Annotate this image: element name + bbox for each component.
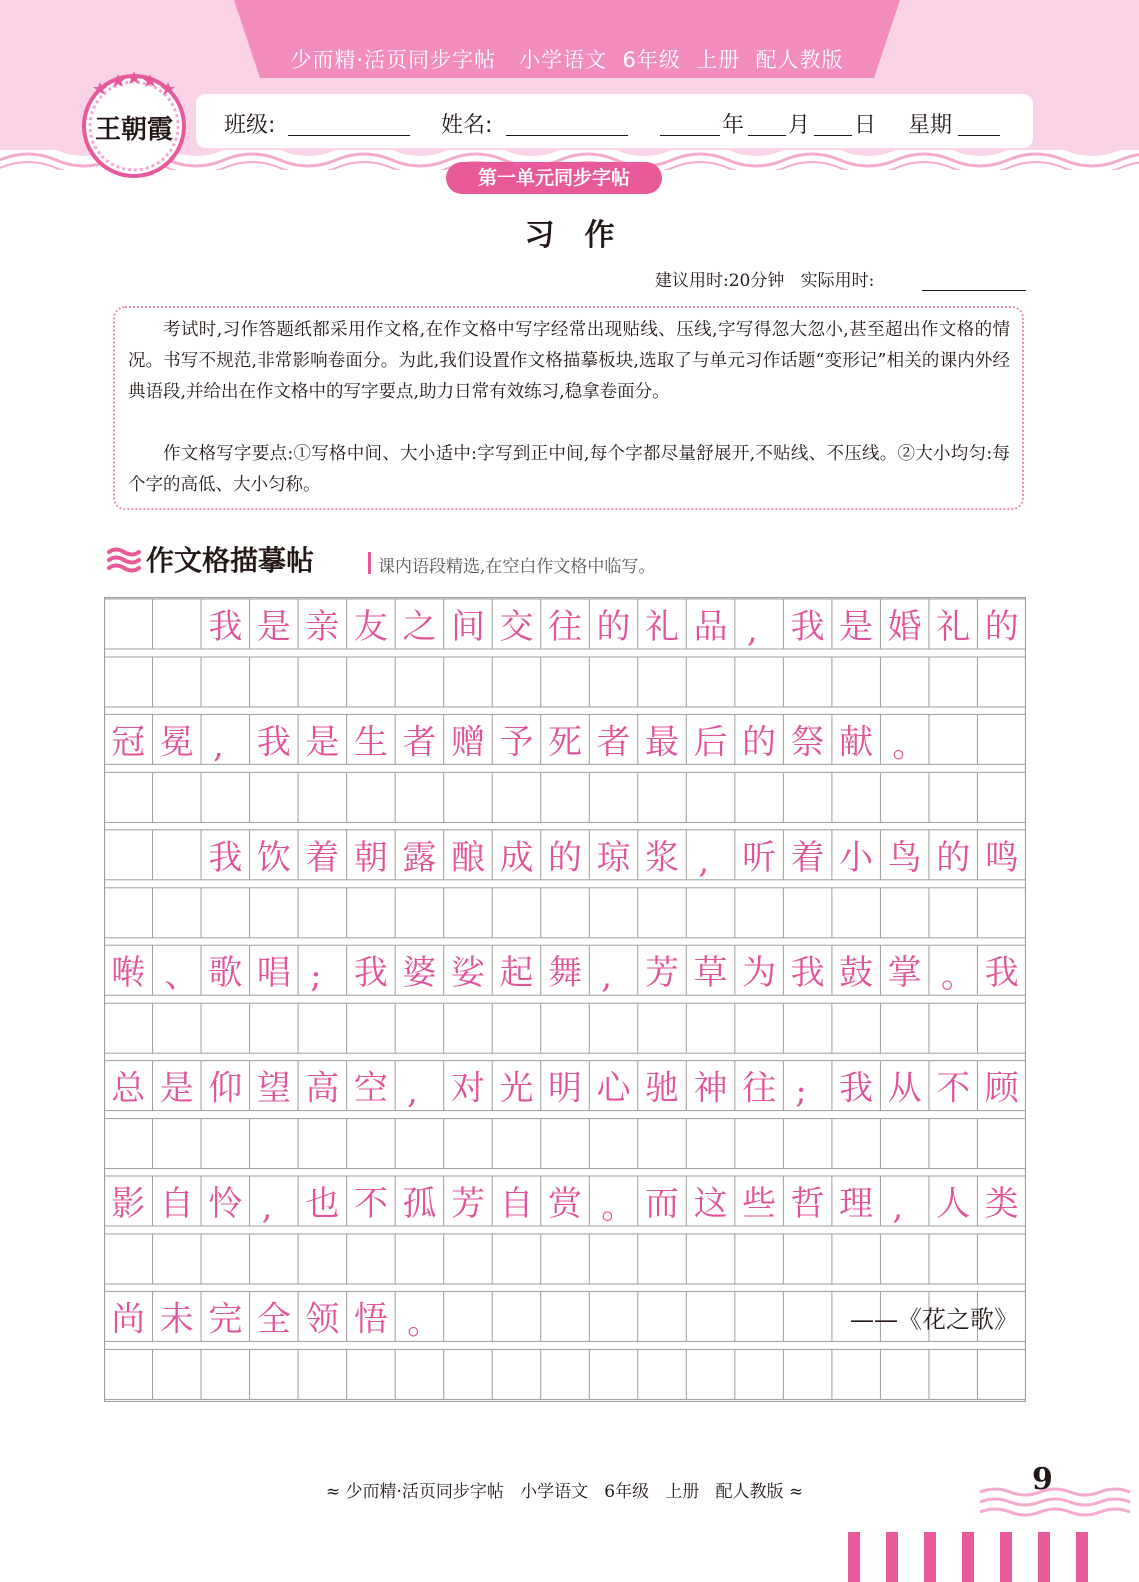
grid-character: 赏 [548, 1184, 582, 1224]
grid-character: 最 [645, 722, 680, 763]
name-label: 姓名: [441, 113, 493, 138]
grid-character: 鼓 [839, 953, 874, 994]
grid-character: , [892, 1187, 904, 1227]
composition-grid [104, 597, 1026, 1402]
logo-text: 王朝霞 [94, 115, 174, 145]
grid-character: 。 [940, 956, 975, 997]
weekday-label: 星期 [908, 113, 953, 138]
grid-character: 饮 [256, 837, 291, 878]
grid-character: 不 [353, 1184, 388, 1224]
grid-character: 婚 [887, 607, 922, 647]
grid-character: 成 [499, 837, 534, 878]
grid-character: 是 [305, 722, 340, 763]
grid-character: 死 [548, 722, 582, 763]
grid-character: 生 [353, 722, 388, 763]
wave-icon [106, 544, 142, 574]
grid-character: 起 [499, 953, 534, 994]
grid-border [105, 598, 1026, 1402]
grid-character: 。 [892, 725, 927, 766]
intro-paragraph-1: 考试时,习作答题纸都采用作文格,在作文格中写字经常出现贴线、压线,字写得忽大忽小,甚至超出作文格的情况。书写不规范,非常影响卷面分。为此,我们设置作文格描摹板块,选取了与单元习作话题“变形记”相关的课内外经典语段,并给出在作文格中的写字要点,助力日常有效练习,稳拿卷面分。 [128, 320, 1010, 402]
grid-character: 后 [693, 722, 728, 763]
grid-character: 完 [208, 1299, 243, 1340]
grid-character: 未 [159, 1299, 194, 1340]
section-divider [368, 552, 371, 574]
grid-character: 我 [208, 837, 243, 878]
grid-character: 怜 [208, 1184, 243, 1224]
grid-character: 孤 [402, 1184, 437, 1224]
grid-character: 空 [353, 1068, 388, 1109]
grid-character: 高 [305, 1068, 340, 1109]
grid-character: 的 [984, 607, 1019, 647]
grid-character: 献 [839, 722, 874, 763]
grid-character: 神 [693, 1068, 728, 1109]
grid-character: 是 [159, 1068, 194, 1109]
grid-character: 我 [790, 607, 825, 647]
grid-row [104, 1234, 1026, 1284]
grid-character: 悟 [353, 1299, 388, 1340]
unit-title: 第一单元同步字帖 [446, 162, 662, 194]
grid-character: 唱 [256, 953, 291, 994]
grid-character: 亲 [305, 607, 340, 647]
actual-time-field[interactable] [922, 290, 1026, 291]
month-label: 月 [788, 113, 811, 138]
class-label: 班级: [224, 113, 276, 138]
grid-character: 为 [742, 953, 777, 994]
grid-character: 不 [936, 1068, 971, 1109]
grid-character: 而 [645, 1184, 680, 1224]
grid-character: 品 [693, 607, 728, 647]
grid-character: ; [795, 1071, 807, 1112]
section-title: 作文格描摹帖 [146, 544, 315, 577]
grid-character: 露 [402, 837, 437, 878]
grid-row [104, 1349, 1026, 1399]
grid-character: 是 [839, 607, 874, 647]
grid-row [104, 657, 1026, 707]
grid-character: 。 [407, 1302, 442, 1343]
footer-stripes [848, 1532, 1139, 1582]
grid-character: 酿 [450, 837, 485, 878]
grid-character: 往 [548, 607, 582, 647]
brand-logo [78, 68, 190, 180]
grid-character: 这 [693, 1184, 728, 1224]
grid-character: 望 [256, 1068, 291, 1109]
grid-character: 尚 [111, 1299, 146, 1340]
name-field[interactable] [506, 135, 628, 136]
grid-character: , [261, 1187, 273, 1227]
grid-character: 理 [839, 1184, 874, 1224]
time-info: 建议用时:20分钟 实际用时: [655, 271, 875, 291]
grid-character: 的 [596, 607, 631, 647]
grid-character: 明 [548, 1068, 582, 1109]
grid-character: 类 [984, 1184, 1019, 1224]
class-field[interactable] [288, 135, 410, 136]
grid-character: 全 [256, 1299, 291, 1340]
grid-character: , [746, 610, 758, 650]
grid-character: 鸣 [984, 837, 1019, 878]
grid-character: 礼 [936, 607, 971, 647]
grid-row [104, 772, 1026, 822]
grid-character: 琼 [596, 837, 631, 878]
grid-character: 驰 [645, 1068, 680, 1109]
year-field[interactable] [660, 135, 720, 136]
grid-character: 是 [256, 607, 291, 647]
grid-character: 的 [936, 837, 971, 878]
grid-character: ; [310, 956, 322, 997]
page-title: 习作 [524, 218, 645, 253]
grid-character: 礼 [645, 607, 680, 647]
grid-character: 交 [499, 607, 534, 647]
grid-character: 顾 [984, 1068, 1019, 1109]
grid-character: 之 [402, 607, 437, 647]
grid-character: 友 [353, 607, 388, 647]
grid-character: 对 [450, 1068, 485, 1109]
grid-character: 影 [111, 1184, 146, 1224]
grid-character: 草 [693, 953, 728, 994]
grid-character: 掌 [887, 953, 922, 994]
grid-character: 些 [742, 1184, 777, 1224]
grid-character: 往 [742, 1068, 777, 1109]
grid-character: 自 [159, 1184, 194, 1224]
grid-character: 者 [402, 722, 437, 763]
grid-character: 着 [790, 837, 825, 878]
footer-text: ≈ 少而精·活页同步字帖 小学语文 6年级 上册 配人教版 ≈ [325, 1482, 804, 1502]
grid-character: 、 [164, 956, 199, 997]
grid-character: 的 [742, 722, 777, 763]
grid-character: 我 [208, 607, 243, 647]
grid-character: 冕 [159, 722, 194, 763]
grid-character: 冠 [111, 722, 146, 763]
grid-character: 我 [353, 953, 388, 994]
grid-character: 人 [936, 1184, 971, 1224]
grid-character: , [698, 840, 710, 881]
grid-character: 听 [742, 837, 777, 878]
grid-character: 娑 [450, 953, 485, 994]
page-number: 9 [1032, 1462, 1053, 1497]
intro-paragraph-2: 作文格写字要点:①写格中间、大小适中:字写到正中间,每个字都尽量舒展开,不贴线、不压线。②大小均匀:每个字的高低、大小匀称。 [128, 444, 1010, 495]
grid-character: 赠 [450, 722, 485, 763]
series-title: 少而精·活页同步字帖 小学语文 6年级 上册 配人教版 [290, 48, 844, 72]
grid-character: 的 [548, 837, 582, 878]
grid-character: 浆 [645, 837, 680, 878]
year-label: 年 [722, 113, 745, 138]
grid-character: 自 [499, 1184, 534, 1224]
grid-character: 予 [499, 722, 534, 763]
day-label: 日 [854, 113, 877, 138]
grid-character: 祭 [790, 722, 825, 763]
grid-character: 鸟 [887, 837, 922, 878]
grid-character: 领 [305, 1299, 340, 1340]
grid-character: , [213, 725, 224, 766]
grid-character: 心 [596, 1068, 631, 1109]
grid-character: 朝 [353, 837, 388, 878]
grid-character: 也 [305, 1184, 340, 1224]
grid-row [104, 888, 1026, 938]
grid-character: 着 [305, 837, 340, 878]
grid-character: 哲 [790, 1184, 825, 1224]
grid-character: , [407, 1071, 418, 1112]
grid-character: 从 [887, 1068, 922, 1109]
grid-character: 仰 [208, 1068, 243, 1109]
grid-character: 芳 [645, 953, 680, 994]
grid-character: 我 [839, 1068, 874, 1109]
grid-character: 芳 [450, 1184, 485, 1224]
grid-character: 小 [839, 837, 874, 878]
grid-character: 婆 [402, 953, 437, 994]
grid-character: 我 [984, 953, 1019, 994]
grid-character: 我 [790, 953, 825, 994]
grid-character: 我 [256, 722, 291, 763]
grid-character: 歌 [208, 953, 243, 994]
grid-character: 光 [499, 1068, 534, 1109]
grid-row [104, 1119, 1026, 1169]
grid-character: 。 [601, 1187, 636, 1227]
day-field[interactable] [814, 135, 852, 136]
source-attribution: ——《花之歌》 [850, 1305, 1018, 1334]
grid-row [104, 1003, 1026, 1053]
grid-character: 间 [450, 607, 485, 647]
section-description: 课内语段精选,在空白作文格中临写。 [378, 557, 656, 577]
grid-character: 舞 [548, 953, 582, 994]
month-field[interactable] [748, 135, 786, 136]
grid-character: 啭 [111, 953, 146, 994]
grid-character: , [601, 956, 613, 997]
weekday-field[interactable] [958, 135, 1000, 136]
grid-character: 者 [596, 722, 631, 763]
grid-character: 总 [111, 1068, 146, 1109]
